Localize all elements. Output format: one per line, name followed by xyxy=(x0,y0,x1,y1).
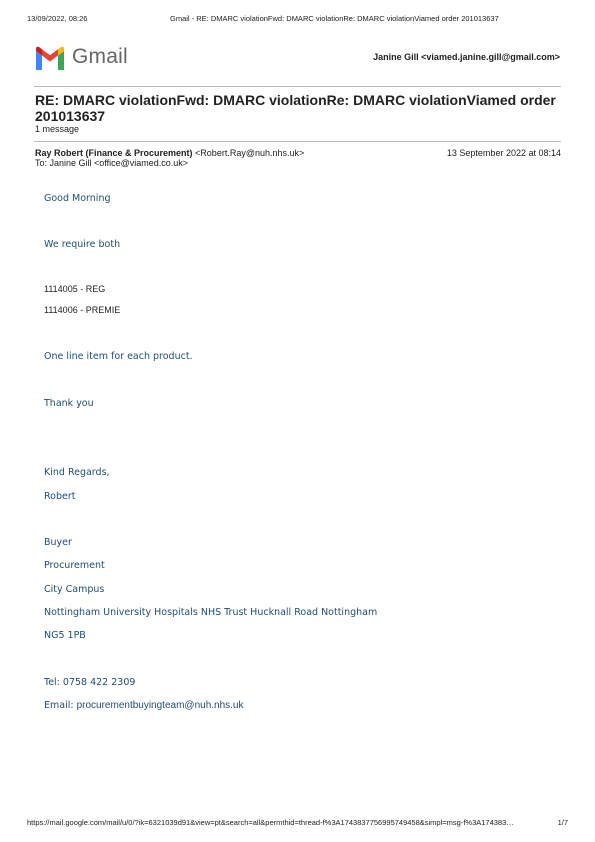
print-title: Gmail - RE: DMARC violationFwd: DMARC violationRe: DMARC violationViamed order 201013637 xyxy=(170,14,499,23)
body-line-1: We require both xyxy=(44,239,121,250)
sender-name: Ray Robert (Finance & Procurement) xyxy=(35,148,193,158)
sender-line xyxy=(35,148,304,158)
footer-url: https://mail.google.com/mail/u/0/?ik=6321039d91&view=pt&search=all&permthid=thread-f%3A1743837756995749458&simpl=msg-f%3A174383… xyxy=(27,818,514,827)
item-2: 1114006 - PREMIE xyxy=(44,305,121,315)
signature-org: Nottingham University Hospitals NHS Trust Hucknall Road Nottingham xyxy=(44,607,378,618)
subject-divider xyxy=(34,141,561,142)
signature-role: Buyer xyxy=(44,537,72,548)
signature-dept: Procurement xyxy=(44,560,105,571)
signature-name: Robert xyxy=(44,491,76,502)
gmail-wordmark: Gmail xyxy=(72,45,128,68)
sender-email[interactable]: <Robert.Ray@nuh.nhs.uk> xyxy=(195,148,305,158)
email-label: Email: xyxy=(44,700,77,711)
body-line-2: One line item for each product. xyxy=(44,351,193,362)
account-label: Janine Gill <viamed.janine.gill@gmail.com> xyxy=(373,52,560,62)
page-number: 1/7 xyxy=(557,818,568,827)
signature-email-line xyxy=(44,700,244,711)
greeting: Good Morning xyxy=(44,193,111,204)
message-date: 13 September 2022 at 08:14 xyxy=(446,148,561,158)
header-divider xyxy=(34,86,561,87)
signature-campus: City Campus xyxy=(44,584,105,595)
email-link[interactable]: procurementbuyingteam@nuh.nhs.uk xyxy=(76,700,244,711)
signature-tel: Tel: 0758 422 2309 xyxy=(44,677,136,688)
message-count: 1 message xyxy=(35,124,80,134)
gmail-logo[interactable] xyxy=(34,44,129,72)
gmail-m-icon xyxy=(34,46,66,70)
item-1: 1114005 - REG xyxy=(44,284,106,294)
thanks: Thank you xyxy=(44,398,94,409)
signature-postcode: NG5 1PB xyxy=(44,630,86,641)
regards: Kind Regards, xyxy=(44,467,110,478)
thread-subject: RE: DMARC violationFwd: DMARC violationRe: DMARC violationViamed order 201013637 xyxy=(35,92,556,124)
print-datetime: 13/09/2022, 08:26 xyxy=(27,14,88,23)
recipient-line: To: Janine Gill <office@viamed.co.uk> xyxy=(35,158,189,168)
